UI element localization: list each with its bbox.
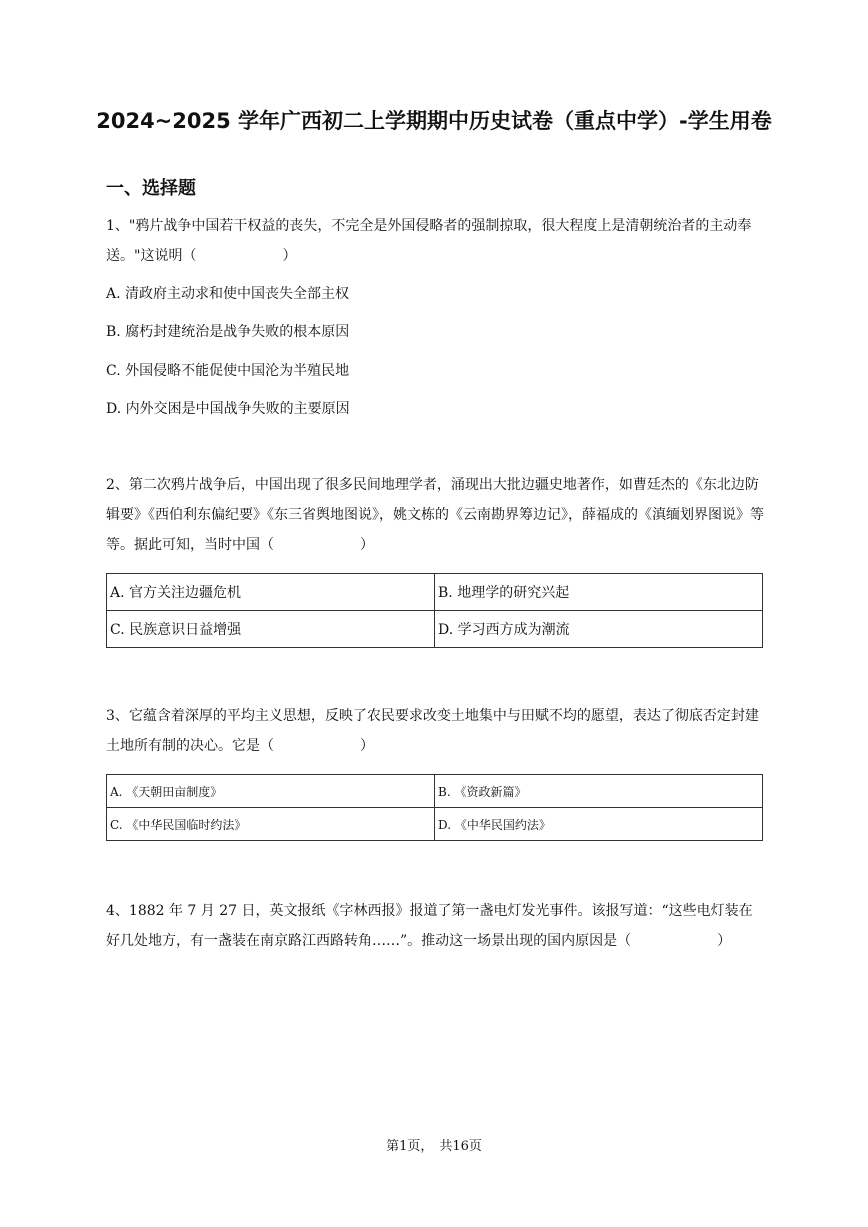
question-2-options-table [106,573,763,648]
question-3-option-c: C. 《中华民国临时约法》 [107,808,435,841]
question-1-option-d: D. 内外交困是中国战争失败的主要原因 [106,401,350,417]
question-stem-end: ） [717,933,732,949]
question-2-option-a: A. 官方关注边疆危机 [107,574,435,611]
page-number: 第1页， [386,1139,434,1154]
question-4-stem [106,896,766,956]
question-2-stem [106,470,766,560]
question-3-stem [106,701,766,761]
page-footer [0,1138,868,1156]
question-stem-text: 3、它蕴含着深厚的平均主义思想，反映了农民要求改变土地集中与田赋不均的愿望，表达了彻底否定封建土地所有制的决心。它是（ [106,708,759,754]
question-2-option-b: B. 地理学的研究兴起 [435,574,763,611]
question-stem-end: ） [360,537,374,553]
question-1-option-c: C. 外国侵略不能促使中国沦为半殖民地 [106,363,350,379]
question-3-option-a: A. 《天朝田亩制度》 [107,775,435,808]
question-stem-text: 1、"鸦片战争中国若干权益的丧失，不完全是外国侵略者的强制掠取，很大程度上是清朝统治者的主动奉送。"这说明（ [106,218,752,264]
question-stem-end: ） [282,248,297,264]
section-heading: 一、选择题 [106,178,196,199]
question-stem-text: 4、1882 年 7 月 27 日，英文报纸《字林西报》报道了第一盏电灯发光事件。该报写道：“这些电灯装在好几处地方，有一盏装在南京路江西路转角……”。推动这一场景出现的国内原因是（ [106,903,753,949]
question-stem-end: ） [360,738,374,754]
question-2-option-d: D. 学习西方成为潮流 [435,611,763,648]
page-total: 共16页 [439,1139,482,1154]
page-title: 2024~2025 学年广西初二上学期期中历史试卷（重点中学）-学生用卷 [96,109,772,133]
question-2-option-c: C. 民族意识日益增强 [107,611,435,648]
question-3-option-b: B. 《资政新篇》 [435,775,763,808]
question-1-stem [106,211,766,271]
question-1-option-b: B. 腐朽封建统治是战争失败的根本原因 [106,324,350,340]
question-3-options-table [106,774,763,841]
question-1-option-a: A. 清政府主动求和使中国丧失全部主权 [106,286,350,302]
question-3-option-d: D. 《中华民国约法》 [435,808,763,841]
question-stem-text: 2、第二次鸦片战争后，中国出现了很多民间地理学者，涌现出大批边疆史地著作，如曹廷杰的《东北边防辑要》《西伯利东偏纪要》《东三省舆地图说》，姚文栋的《云南勘界筹边记》，薛福成的《滇缅划界图说》等等。据此可知，当时中国（ [106,477,764,553]
